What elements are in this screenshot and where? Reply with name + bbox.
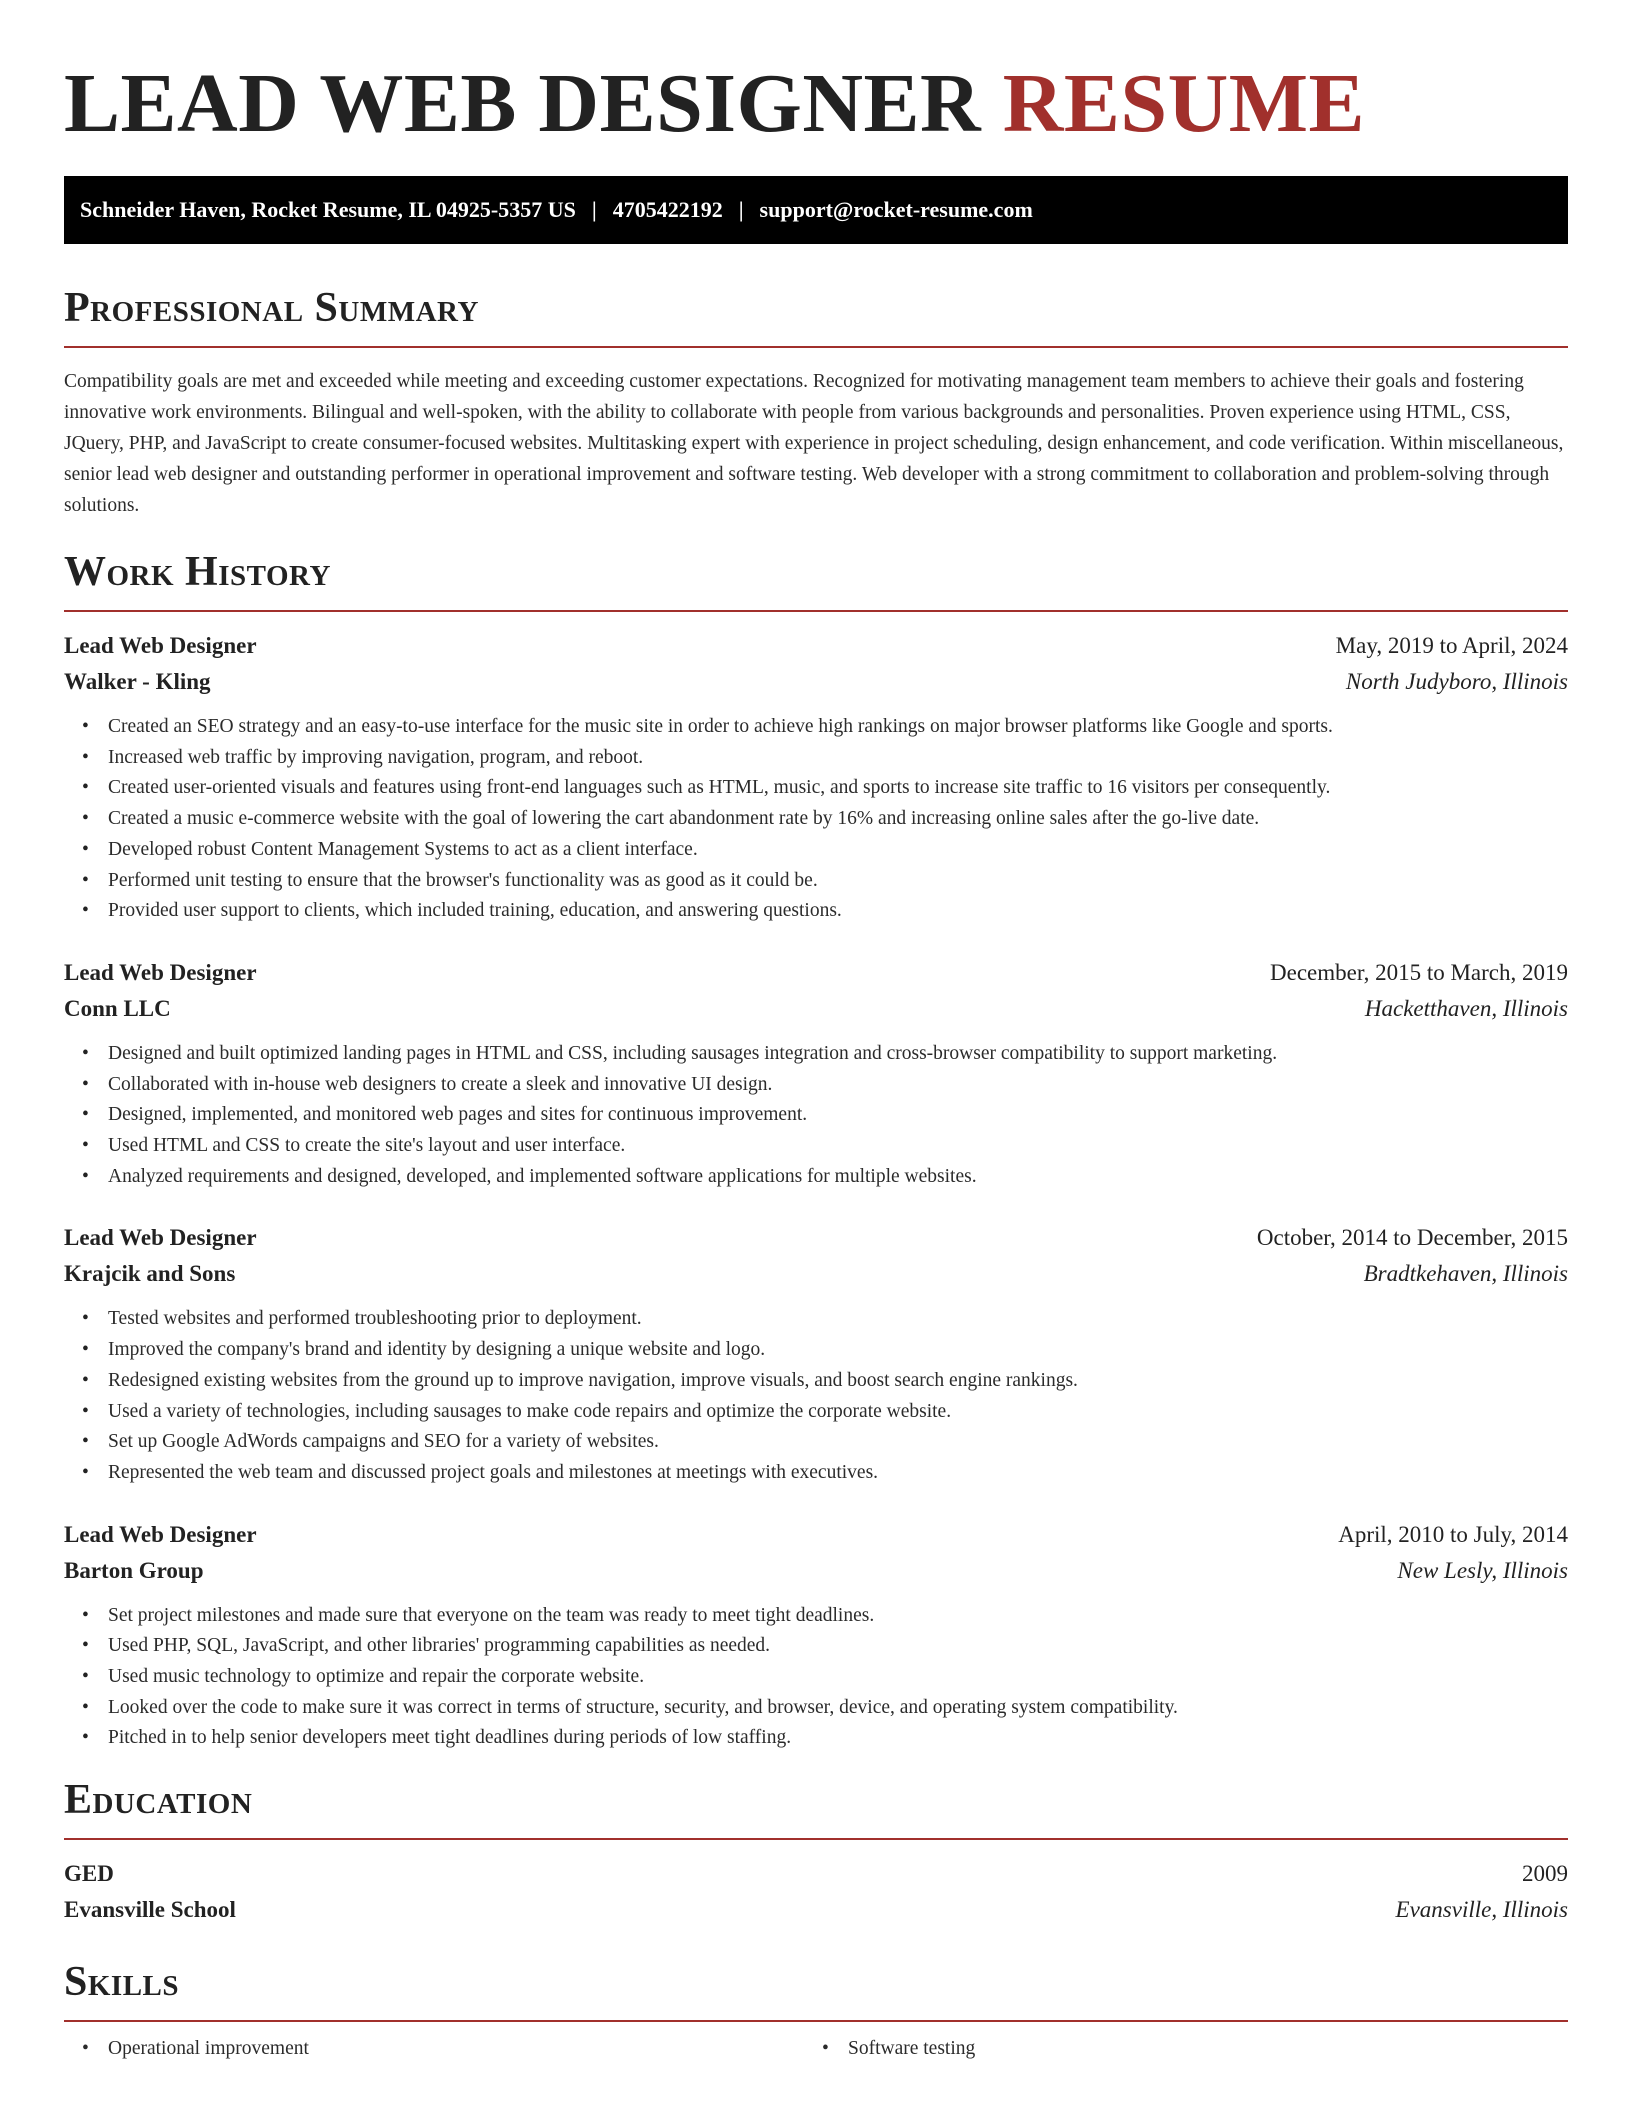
- education-year: 2009: [1522, 1861, 1568, 1887]
- job-bullet: • Designed and built optimized landing pages in HTML and CSS, including sausages integration and cross-browser compatibility to support marketing.: [108, 1039, 1568, 1070]
- summary-section: [64, 284, 1568, 521]
- job-bullet: • Pitched in to help senior developers meet tight deadlines during periods of low staffing.: [108, 1723, 1568, 1754]
- job-dates: December, 2015 to March, 2019: [1270, 959, 1568, 985]
- contact-separator: |: [738, 197, 744, 222]
- job-title: Lead Web Designer: [64, 1225, 257, 1251]
- section-heading-work: Work History: [64, 549, 331, 595]
- job-dates: May, 2019 to April, 2024: [1335, 633, 1568, 658]
- job-bullet: • Developed robust Content Management Systems to act as a client interface.: [108, 835, 1568, 866]
- resume-title: [64, 58, 1568, 150]
- job-bullet: • Used PHP, SQL, JavaScript, and other libraries' programming capabilities as needed.: [108, 1631, 1568, 1662]
- job-header-row: [64, 1220, 1568, 1256]
- job-title: Lead Web Designer: [64, 959, 257, 985]
- section-divider: [64, 2020, 1568, 2022]
- job-header-row: [64, 1517, 1568, 1553]
- section-heading-summary: Professional Summary: [64, 285, 479, 331]
- education-degree-row: [64, 1856, 1568, 1892]
- job-header-row: [64, 628, 1568, 664]
- job-bullet: • Improved the company's brand and identity by designing a unique website and logo.: [108, 1335, 1568, 1366]
- job-bullet: • Created an SEO strategy and an easy-to-use interface for the music site in order to achieve high rankings on major browser platforms like Google and sports.: [108, 712, 1568, 743]
- job-location: Hacketthaven, Illinois: [1364, 995, 1568, 1021]
- job-bullet: • Performed unit testing to ensure that the browser's functionality was as good as it could be.: [108, 866, 1568, 897]
- job-company: Conn LLC: [64, 995, 171, 1021]
- contact-bar: [64, 176, 1568, 244]
- education-degree: GED: [64, 1861, 114, 1887]
- contact-separator: |: [591, 197, 597, 222]
- job-bullet: • Represented the web team and discussed project goals and milestones at meetings with executives.: [108, 1458, 1568, 1489]
- contact-address: Schneider Haven, Rocket Resume, IL 04925-5357 US: [80, 197, 576, 222]
- job-bullet: • Set up Google AdWords campaigns and SEO for a variety of websites.: [108, 1427, 1568, 1458]
- education-school: Evansville School: [64, 1897, 236, 1923]
- skills-column-right: [804, 2034, 1544, 2064]
- job-company: Walker - Kling: [64, 669, 211, 694]
- job-bullet: • Provided user support to clients, which included training, education, and answering questions.: [108, 896, 1568, 927]
- summary-text: Compatibility goals are met and exceeded while meeting and exceeding customer expectations. Recognized for motivating management team members to achieve their goals and fostering innovative work environments. Bilingual and well-spoken, with the ability to collaborate with people from various backgrounds and personalities. Proven experience using HTML, CSS, JQuery, PHP, and JavaScript to create consumer-focused websites. Multitasking expert with experience in project scheduling, design enhancement, and code verification. Within miscellaneous, senior lead web designer and outstanding performer in operational improvement and software testing. Web developer with a strong commitment to collaboration and problem-solving through solutions.: [64, 371, 1564, 516]
- job-bullet: • Created a music e-commerce website with the goal of lowering the cart abandonment rate by 16% and increasing online sales after the go-live date.: [108, 804, 1568, 835]
- work-history-section: [64, 548, 1568, 1754]
- job-bullet: • Increased web traffic by improving navigation, program, and reboot.: [108, 743, 1568, 774]
- job-bullet: • Used a variety of technologies, including sausages to make code repairs and optimize the corporate website.: [108, 1397, 1568, 1428]
- contact-email[interactable]: support@rocket-resume.com: [759, 197, 1033, 222]
- education-section: [64, 1776, 1568, 1928]
- job-entry: [64, 1220, 1568, 1488]
- skills-column-left: [64, 2034, 804, 2064]
- job-company-row: [64, 991, 1568, 1027]
- title-main: LEAD WEB DESIGNER: [64, 57, 982, 150]
- job-location: North Judyboro, Illinois: [1345, 669, 1568, 694]
- skills-section: [64, 1958, 1568, 2064]
- contact-phone[interactable]: 4705422192: [612, 197, 723, 222]
- job-dates: April, 2010 to July, 2014: [1338, 1521, 1568, 1547]
- section-divider: [64, 346, 1568, 348]
- section-divider: [64, 1838, 1568, 1840]
- job-title: Lead Web Designer: [64, 1521, 257, 1547]
- job-bullet: • Set project milestones and made sure that everyone on the team was ready to meet tight deadlines.: [108, 1601, 1568, 1632]
- job-bullets: [64, 1039, 1568, 1193]
- job-company-row: [64, 1256, 1568, 1292]
- skills-list: [64, 2034, 1568, 2064]
- skill-item: • Software testing: [848, 2034, 1544, 2064]
- job-bullet: • Used music technology to optimize and repair the corporate website.: [108, 1662, 1568, 1693]
- job-entry: [64, 955, 1568, 1193]
- job-bullets: [64, 1304, 1568, 1488]
- job-company: Krajcik and Sons: [64, 1261, 236, 1287]
- job-title: Lead Web Designer: [64, 633, 257, 658]
- title-accent: RESUME: [1002, 57, 1366, 150]
- skill-item: • Operational improvement: [108, 2034, 804, 2064]
- job-bullet: • Designed, implemented, and monitored web pages and sites for continuous improvement.: [108, 1100, 1568, 1131]
- job-bullet: • Redesigned existing websites from the ground up to improve navigation, improve visuals, and boost search engine rankings.: [108, 1366, 1568, 1397]
- education-location: Evansville, Illinois: [1395, 1897, 1568, 1923]
- job-company-row: [64, 664, 1568, 700]
- section-heading-education: Education: [64, 1777, 253, 1824]
- job-bullet: • Used HTML and CSS to create the site's layout and user interface.: [108, 1131, 1568, 1162]
- job-company: Barton Group: [64, 1557, 204, 1583]
- job-bullet: • Analyzed requirements and designed, developed, and implemented software applications for multiple websites.: [108, 1162, 1568, 1193]
- education-school-row: [64, 1892, 1568, 1928]
- job-entry: [64, 628, 1568, 927]
- section-divider: [64, 610, 1568, 612]
- job-location: New Lesly, Illinois: [1397, 1557, 1568, 1583]
- job-location: Bradtkehaven, Illinois: [1363, 1261, 1568, 1287]
- resume-page: [64, 0, 1568, 2064]
- job-bullet: • Created user-oriented visuals and features using front-end languages such as HTML, music, and sports to increase site traffic to 16 visitors per consequently.: [108, 773, 1568, 804]
- job-company-row: [64, 1553, 1568, 1589]
- job-header-row: [64, 955, 1568, 991]
- job-bullet: • Tested websites and performed troubleshooting prior to deployment.: [108, 1304, 1568, 1335]
- job-entry: [64, 1517, 1568, 1755]
- job-bullet: • Looked over the code to make sure it was correct in terms of structure, security, and browser, device, and operating system compatibility.: [108, 1693, 1568, 1724]
- section-heading-skills: Skills: [64, 1959, 180, 2006]
- job-bullet: • Collaborated with in-house web designers to create a sleek and innovative UI design.: [108, 1070, 1568, 1101]
- job-dates: October, 2014 to December, 2015: [1256, 1225, 1568, 1251]
- job-bullets: [64, 1601, 1568, 1755]
- job-bullets: [64, 712, 1568, 927]
